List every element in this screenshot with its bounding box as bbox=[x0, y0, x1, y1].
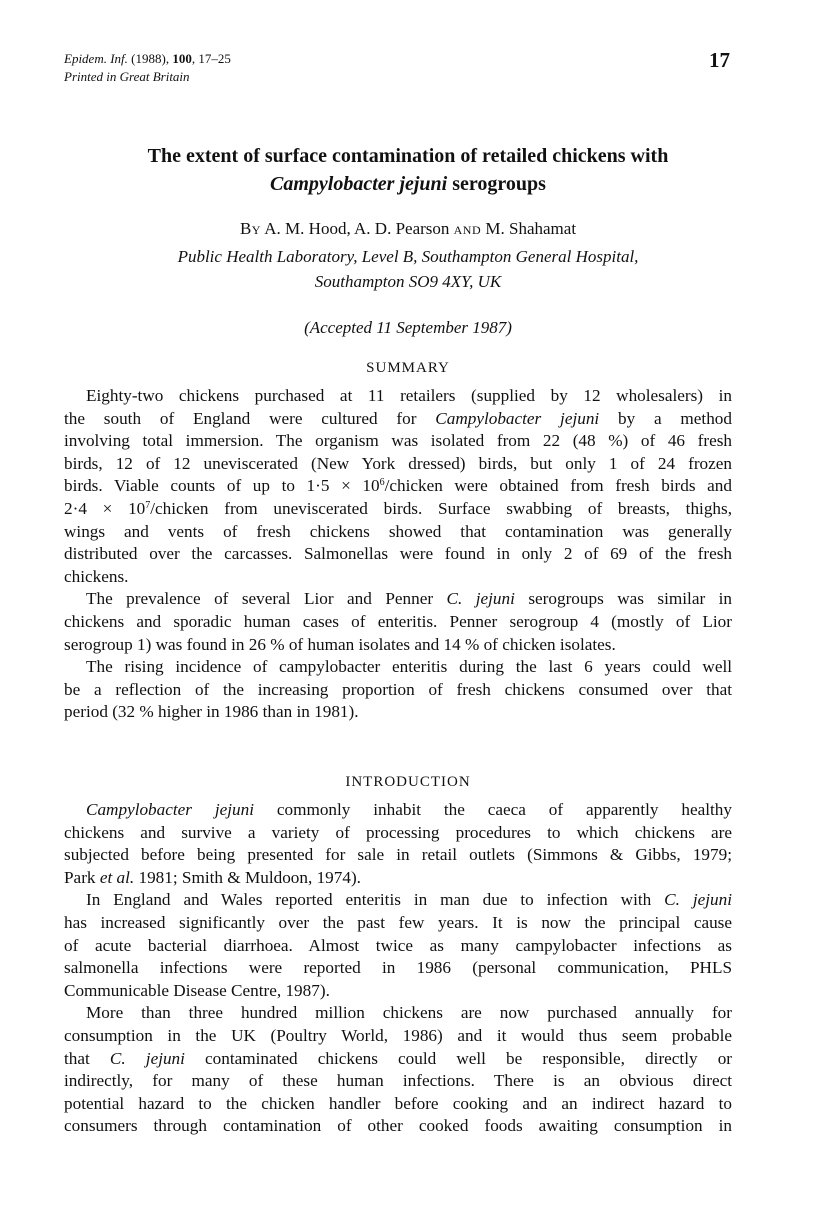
intro-p2-line: In England and Wales reported enteritis in man due to infection with C. jejuni bbox=[86, 890, 732, 910]
summary-p1-line: involving total immersion. The organism was isolated from 22 (48 %) of 46 fresh bbox=[64, 431, 732, 451]
authors bbox=[0, 217, 816, 241]
printed-in: Printed in Great Britain bbox=[64, 69, 190, 84]
summary-p2-line: chickens and sporadic human cases of enteritis. Penner serogroup 4 (mostly of Lior bbox=[64, 611, 732, 631]
intro-p2-line: of acute bacterial diarrhoea. Almost twice as many campylobacter infections as bbox=[64, 935, 732, 955]
summary-p1-line: $2\cdot 4 \times 10^7$/chicken from uneviscerated birds. Surface swabbing of breasts, thighs, bbox=[64, 498, 732, 518]
intro-p1-line: subjected before being presented for sale in retail outlets (Simmons & Gibbs, 1979; bbox=[64, 845, 732, 865]
affiliation-line-2: Southampton SO9 4XY, UK bbox=[314, 272, 502, 291]
intro-p3-line: that C. jejuni contaminated chickens could well be responsible, directly or bbox=[64, 1048, 733, 1068]
summary-p1-line: the south of England were cultured for Campylobacter jejuni by a method bbox=[64, 408, 732, 428]
summary-p1-line: birds. Viable counts of up to $1\cdot 5 \times 10^6$/chicken were obtained from fresh birds and bbox=[64, 476, 732, 496]
intro-p3-line: More than three hundred million chickens are now purchased annually for bbox=[86, 1003, 732, 1023]
intro-p3-line: potential hazard to the chicken handler before cooking and an indirect hazard to bbox=[64, 1093, 732, 1113]
journal-name: Epidem. Inf. bbox=[64, 51, 128, 66]
intro-p3-line: consumption in the UK (Poultry World, 1986) and it would thus seem probable bbox=[64, 1025, 732, 1045]
paper-title-line-1: The extent of surface contamination of retailed chickens with bbox=[147, 145, 669, 167]
authors-by: By bbox=[239, 219, 261, 238]
summary-p3-line: be a reflection of the increasing proportion of fresh chickens consumed over that bbox=[64, 679, 732, 699]
introduction-heading: INTRODUCTION bbox=[345, 774, 471, 790]
page-number: 17 bbox=[709, 48, 730, 72]
summary-p1-line: birds, 12 of 12 uneviscerated (New York dressed) birds, but only 1 of 24 frozen bbox=[64, 453, 732, 473]
intro-p3-line: consumers through contamination of other cooked foods awaiting consumption in bbox=[64, 1116, 732, 1136]
paper-title-rest: serogroups bbox=[447, 173, 546, 195]
intro-p2-line: has increased significantly over the past few years. It is now the principal cause bbox=[64, 912, 732, 932]
paper-title-organism: Campylobacter jejuni bbox=[270, 173, 448, 195]
journal-volume: 100 bbox=[172, 51, 192, 66]
paper-title-line-2 bbox=[0, 170, 816, 198]
summary-heading: SUMMARY bbox=[366, 360, 450, 376]
authors-and: and bbox=[453, 219, 482, 238]
authors-names-2: M. Shahamat bbox=[485, 219, 577, 238]
summary-p1-line: chickens. bbox=[64, 566, 129, 586]
intro-p1-line: Park et al. 1981; Smith & Muldoon, 1974). bbox=[64, 867, 361, 887]
journal-pages: , 17–25 bbox=[191, 51, 231, 66]
summary-body bbox=[64, 385, 732, 724]
summary-p1-line: distributed over the carcasses. Salmonellas were found in only 2 of 69 of the fresh bbox=[64, 544, 732, 564]
accepted-date: (Accepted 11 September 1987) bbox=[304, 318, 512, 337]
intro-p3-line: indirectly, for many of these human infections. There is an obvious direct bbox=[64, 1071, 732, 1091]
affiliation-line-1: Public Health Laboratory, Level B, Southampton General Hospital, bbox=[177, 247, 639, 266]
intro-p2-line: salmonella infections were reported in 1986 (personal communication, PHLS bbox=[64, 958, 732, 978]
intro-p2-line: Communicable Disease Centre, 1987). bbox=[64, 980, 330, 1000]
summary-p3-line: period (32 % higher in 1986 than in 1981). bbox=[64, 702, 359, 722]
authors-names-1: A. M. Hood, A. D. Pearson bbox=[264, 219, 450, 238]
summary-p2-line: The prevalence of several Lior and Penner C. jejuni serogroups was similar in bbox=[86, 589, 733, 609]
summary-p1-line: wings and vents of fresh chickens showed that contamination was generally bbox=[64, 521, 732, 541]
journal-year: (1988), bbox=[127, 51, 173, 66]
intro-p1-line: chickens and survive a variety of processing procedures to which chickens are bbox=[64, 822, 732, 842]
journal-citation bbox=[64, 50, 231, 68]
summary-p1-line: Eighty-two chickens purchased at 11 retailers (supplied by 12 wholesalers) in bbox=[86, 386, 732, 405]
intro-p1-line: Campylobacter jejuni commonly inhabit the caeca of apparently healthy bbox=[86, 800, 732, 819]
summary-p2-line: serogroup 1) was found in 26 % of human isolates and 14 % of chicken isolates. bbox=[64, 634, 616, 654]
summary-p3-line: The rising incidence of campylobacter enteritis during the last 6 years could well bbox=[86, 657, 732, 677]
introduction-body bbox=[64, 799, 732, 1138]
